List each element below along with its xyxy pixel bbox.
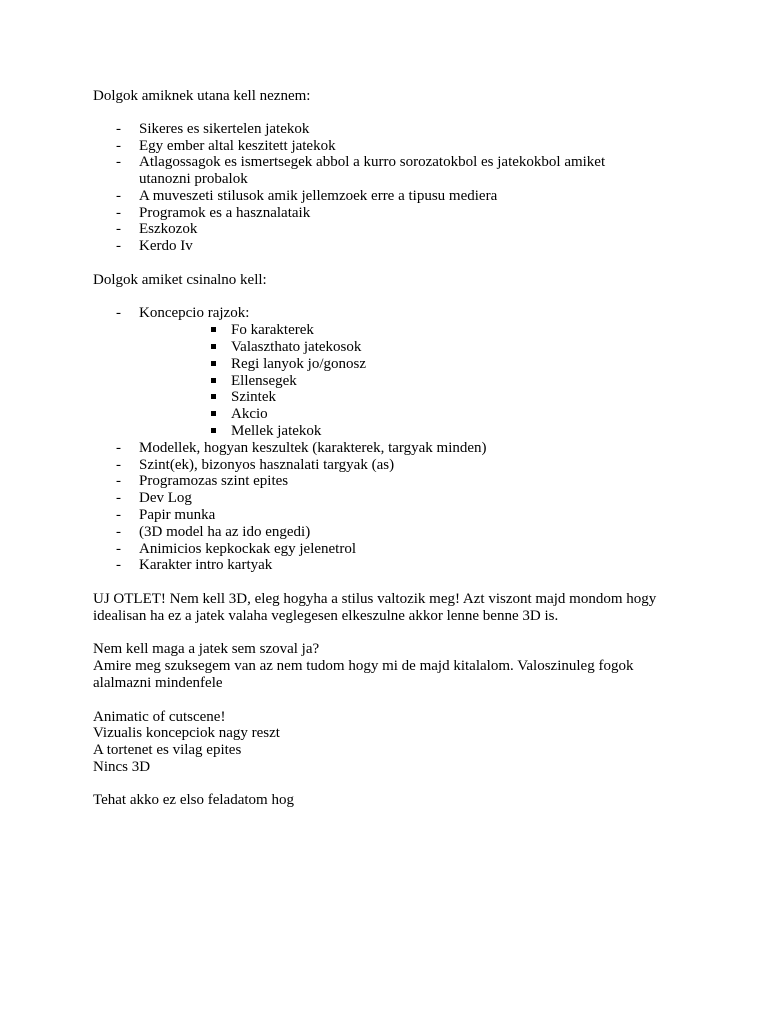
square-bullet-icon (211, 327, 216, 332)
note-paragraph-line: alalmazni mindenfele (93, 675, 223, 691)
dash-bullet: - (116, 205, 121, 221)
sub-list-item: Fo karakterek (231, 322, 314, 338)
dash-bullet: - (116, 138, 121, 154)
dash-bullet: - (116, 541, 121, 557)
dash-bullet: - (116, 524, 121, 540)
square-bullet-icon (211, 428, 216, 433)
dash-bullet: - (116, 154, 121, 170)
list-item: Atlagossagok es ismertsegek abbol a kurro sorozatokbol es jatekokbol amiket (139, 154, 606, 170)
dash-bullet: - (116, 188, 121, 204)
list-item: (3D model ha az ido engedi) (139, 524, 311, 540)
sub-list-item: Regi lanyok jo/gonosz (231, 356, 366, 372)
dash-bullet: - (116, 221, 121, 237)
sub-list-item: Akcio (231, 406, 268, 422)
square-bullet-icon (211, 394, 216, 399)
dash-bullet: - (116, 473, 121, 489)
square-bullet-icon (211, 411, 216, 416)
section2-heading: Dolgok amiket csinalno kell: (93, 272, 267, 288)
note-paragraph-line: Nem kell maga a jatek sem szoval ja? (93, 641, 320, 657)
dash-bullet: - (116, 121, 121, 137)
dash-bullet: - (116, 238, 121, 254)
list-item: Szint(ek), bizonyos hasznalati targyak (as) (139, 457, 395, 473)
list-item: Papir munka (139, 507, 216, 523)
note-line: A tortenet es vilag epites (93, 742, 242, 758)
note-line: Nincs 3D (93, 759, 151, 775)
list-item: Programozas szint epites (139, 473, 289, 489)
note-paragraph-line: Amire meg szuksegem van az nem tudom hogy mi de majd kitalalom. Valoszinuleg fogok (93, 658, 634, 674)
concept-sketches-label: Koncepcio rajzok: (139, 305, 250, 321)
list-item-continuation: utanozni probalok (139, 171, 248, 187)
sub-list-item: Ellensegek (231, 373, 297, 389)
dash-bullet: - (116, 305, 121, 321)
section1-heading: Dolgok amiknek utana kell neznem: (93, 88, 311, 104)
square-bullet-icon (211, 378, 216, 383)
sub-list-item: Szintek (231, 389, 276, 405)
sub-list-item: Valaszthato jatekosok (231, 339, 362, 355)
sub-list-item: Mellek jatekok (231, 423, 322, 439)
list-item: A muveszeti stilusok amik jellemzoek erre a tipusu mediera (139, 188, 498, 204)
list-item: Karakter intro kartyak (139, 557, 273, 573)
list-item: Modellek, hogyan keszultek (karakterek, targyak minden) (139, 440, 487, 456)
idea-paragraph-line: UJ OTLET! Nem kell 3D, eleg hogyha a stilus valtozik meg! Azt viszont majd mondom hogy (93, 591, 657, 607)
dash-bullet: - (116, 507, 121, 523)
final-note-line: Tehat akko ez elso feladatom hog (93, 792, 294, 808)
dash-bullet: - (116, 490, 121, 506)
square-bullet-icon (211, 361, 216, 366)
list-item: Dev Log (139, 490, 192, 506)
note-line: Vizualis koncepciok nagy reszt (93, 725, 280, 741)
idea-paragraph-line: idealisan ha ez a jatek valaha veglegesen elkeszulne akkor lenne benne 3D is. (93, 608, 559, 624)
list-item: Kerdo Iv (139, 238, 193, 254)
dash-bullet: - (116, 557, 121, 573)
list-item: Animicios kepkockak egy jelenetrol (139, 541, 357, 557)
list-item: Programok es a hasznalataik (139, 205, 311, 221)
dash-bullet: - (116, 457, 121, 473)
square-bullet-icon (211, 344, 216, 349)
list-item: Sikeres es sikertelen jatekok (139, 121, 310, 137)
list-item: Eszkozok (139, 221, 198, 237)
list-item: Egy ember altal keszitett jatekok (139, 138, 336, 154)
dash-bullet: - (116, 440, 121, 456)
note-line: Animatic of cutscene! (93, 709, 226, 725)
